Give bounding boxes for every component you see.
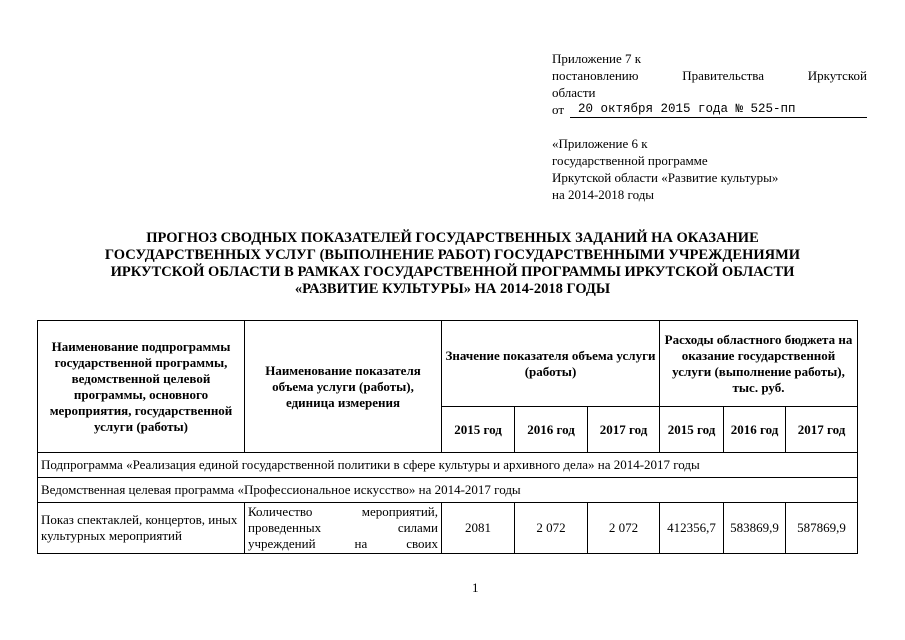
expense-2016: 583869,9: [724, 503, 786, 554]
appendix-line-2: [552, 67, 867, 84]
header-indicator-value: Значение показателя объема услуги (работы): [442, 321, 660, 407]
appendix-word-irkutsk: Иркутской: [807, 68, 867, 83]
service-indicator: [245, 503, 442, 554]
title-line-2: ГОСУДАРСТВЕННЫХ УСЛУГ (ВЫПОЛНЕНИЕ РАБОТ) ГОСУДАРСТВЕННЫМИ УЧРЕЖДЕНИЯМИ: [104, 247, 801, 263]
target-program-title: Ведомственная целевая программа «Профессиональное искусство» на 2014-2017 годы: [38, 478, 858, 503]
appendix-word-resolution: постановлению: [552, 68, 639, 83]
year-value-2017: 2017 год: [588, 407, 660, 453]
appendix-date-line: [552, 101, 867, 118]
appendix-line-1: Приложение 7 к: [552, 51, 642, 66]
appendix-block: [552, 50, 867, 203]
date-prefix: от: [552, 102, 565, 117]
target-program-row: [38, 478, 858, 503]
title-line-4: «РАЗВИТИЕ КУЛЬТУРЫ» НА 2014-2018 ГОДЫ: [294, 281, 611, 297]
page-number: 1: [472, 580, 479, 595]
indicator-line-3: учреждений на своих: [248, 536, 438, 551]
value-2016: 2 072: [515, 503, 588, 554]
expense-2015: 412356,7: [660, 503, 724, 554]
forecast-table: [37, 320, 858, 554]
resolution-date: 20 октября 2015 года № 525-пп: [570, 102, 867, 118]
year-expense-2015: 2015 год: [660, 407, 724, 453]
appendix-word-government: Правительства: [682, 68, 765, 83]
appendix-spacer: [552, 118, 867, 135]
year-value-2015: 2015 год: [442, 407, 515, 453]
year-expense-2016: 2016 год: [724, 407, 786, 453]
quote-line-1: «Приложение 6 к: [552, 136, 648, 151]
subprogram-row: [38, 453, 858, 478]
indicator-line-2: проведенных силами: [248, 520, 438, 535]
header-program-name: Наименование подпрограммы государственной программы, ведомственной целевой программы, основного мероприятия, государственной услуги (работы): [38, 321, 245, 453]
subprogram-title: Подпрограмма «Реализация единой государственной политики в сфере культуры и архивного дела» на 2014-2017 годы: [38, 453, 858, 478]
header-indicator-name: Наименование показателя объема услуги (работы), единица измерения: [245, 321, 442, 453]
service-name: Показ спектаклей, концертов, иных культурных мероприятий: [38, 503, 245, 554]
year-expense-2017: 2017 год: [786, 407, 858, 453]
year-value-2016: 2016 год: [515, 407, 588, 453]
quote-line-4: на 2014-2018 годы: [552, 187, 655, 202]
quote-line-2: государственной программе: [552, 153, 708, 168]
appendix-line-3: области: [552, 85, 596, 100]
expense-2017: 587869,9: [786, 503, 858, 554]
header-row-1: [38, 321, 858, 407]
title-line-3: ИРКУТСКОЙ ОБЛАСТИ В РАМКАХ ГОСУДАРСТВЕННОЙ ПРОГРАММЫ ИРКУТСКОЙ ОБЛАСТИ: [110, 264, 795, 280]
title-line-1: ПРОГНОЗ СВОДНЫХ ПОКАЗАТЕЛЕЙ ГОСУДАРСТВЕННЫХ ЗАДАНИЙ НА ОКАЗАНИЕ: [146, 230, 759, 246]
document-title: [40, 230, 865, 298]
indicator-line-1: Количество мероприятий,: [248, 504, 438, 519]
value-2015: 2081: [442, 503, 515, 554]
service-row: [38, 503, 858, 554]
quote-line-3: Иркутской области «Развитие культуры»: [552, 170, 779, 185]
value-2017: 2 072: [588, 503, 660, 554]
header-budget-expenses: Расходы областного бюджета на оказание государственной услуги (выполнение работы), тыс. руб.: [660, 321, 858, 407]
